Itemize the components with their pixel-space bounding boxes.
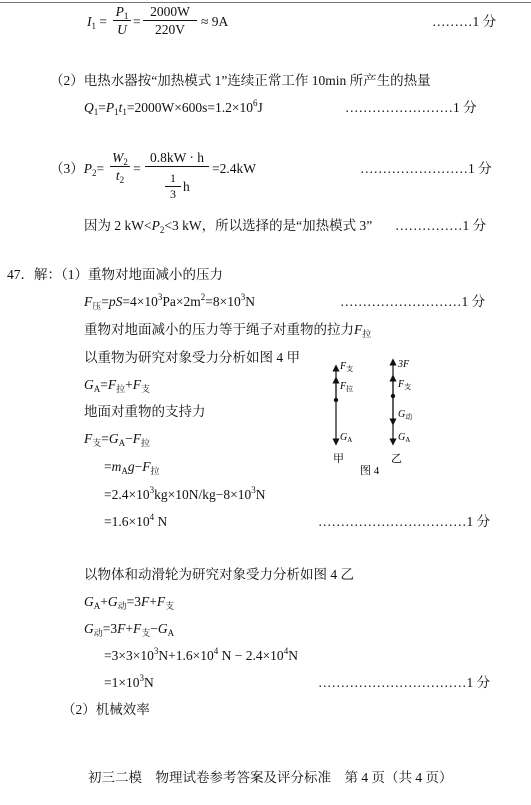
yi-label-fz: $F_支$ xyxy=(398,379,412,391)
q47-support-step1: $=m_Ag-F_拉$ xyxy=(104,459,160,476)
q47-pressure-eq: $F_压=pS=4\times 10^3Pa\times 2m^2=8\times 10^3N$ xyxy=(84,292,255,311)
figure-4 xyxy=(320,350,430,480)
q46-3-result: =2.4kW xyxy=(212,161,256,176)
q47-ga-eq: $G_A=F_拉+F_支$ xyxy=(84,377,151,394)
top-border-line xyxy=(0,2,531,3)
q47-support-eq: $F_支=G_A-F_拉$ xyxy=(84,431,151,448)
q46-3-lhs: $(3)P_2=$ xyxy=(50,161,105,178)
q46-3-eq2: = xyxy=(133,161,141,176)
figure-4-yi-diagram xyxy=(391,359,412,465)
q47-part2-title: （2）机械效率 xyxy=(62,702,150,717)
q46-3-frac-number: 0.8kW · h xyxy=(145,150,209,168)
q46-2-title: （2）电热水器按“加热模式 1”连续正常工作 10min 所产生的热量 xyxy=(50,73,431,88)
q46-3-den-unit: h xyxy=(183,179,190,194)
q47-support-score: ……………………………1 分 xyxy=(318,514,491,529)
q46-3-score: ……………………1 分 xyxy=(360,161,492,176)
page-footer: 初三二模 物理试卷参考答案及评分标准 第 4 页（共 4 页） xyxy=(88,770,453,785)
q46-3-because-score: ……………1 分 xyxy=(395,218,487,233)
jia-label-ga: $G_A$ xyxy=(340,432,353,444)
q47-label: 47．解：（1）重物对地面减小的压力 xyxy=(7,267,223,282)
jia-caption: 甲 xyxy=(333,453,344,465)
yi-label-3f: 3F xyxy=(398,359,410,370)
q47-pressure-score: ………………………1 分 xyxy=(340,294,486,309)
q46-1-lhs: $I_1$ = xyxy=(87,14,107,31)
q47-pulley-score: ……………………………1 分 xyxy=(318,675,491,690)
q46-1-frac-number: 2000W 220V xyxy=(143,4,197,37)
q47-note4: 以物体和动滑轮为研究对象受力分析如图 4 乙 xyxy=(84,567,354,582)
q47-pulley-eq3: $=3\times 3\times 10^3N+1.6\times 10^4$ $N - 2.4\times 10^4N$ xyxy=(104,646,298,663)
jia-label-fz: $F_支$ xyxy=(340,361,354,373)
q47-pulley-eq4: $=1\times 10^3N$ xyxy=(104,673,154,690)
q46-1-score: ………1 分 xyxy=(432,14,497,29)
q46-3-frac-symbol: $W_2$ $t_2$ xyxy=(110,150,130,183)
jia-label-fl: $F_拉$ xyxy=(340,381,354,393)
q47-pulley-eq1: $G_A+G_动=3F+F_支$ xyxy=(84,594,175,611)
q47-note1: 重物对地面减小的压力等于绳子对重物的拉力$F_拉$ xyxy=(84,322,372,339)
q46-3-because: 因为 2 $kW<P_2<3$ kW，所以选择的是“加热模式 3” xyxy=(84,218,373,235)
yi-label-ga: $G_A$ xyxy=(398,432,411,444)
q46-1-result: ≈ 9A xyxy=(201,14,229,29)
figure-4-jia-diagram xyxy=(333,361,353,465)
q47-note2: 以重物为研究对象受力分析如图 4 甲 xyxy=(84,350,300,365)
q46-2-equation: $Q_1=P_1t_1=2000W\times 600s=1.2\times 10^6J$ xyxy=(84,98,263,117)
q47-support-step2: $=2.4\times 10^3kg\times 10N/kg-8\times 10^3N$ xyxy=(104,485,266,502)
q47-note3: 地面对重物的支持力 xyxy=(84,404,206,419)
yi-label-gd: $G_动$ xyxy=(398,409,413,421)
figure-4-caption: 图 4 xyxy=(360,465,380,477)
q46-3-third-fraction: 1 3 xyxy=(165,172,181,201)
q47-support-step3: $=1.6\times 10^4$ N xyxy=(104,512,168,529)
q46-2-score: ……………………1 分 xyxy=(345,100,477,115)
yi-caption: 乙 xyxy=(391,453,402,465)
q47-pulley-eq2: $G_动=3F+F_支-G_A$ xyxy=(84,621,175,638)
q46-1-frac-symbol: $P_1$ U xyxy=(113,4,131,37)
q46-1-eq2: = xyxy=(133,14,141,29)
